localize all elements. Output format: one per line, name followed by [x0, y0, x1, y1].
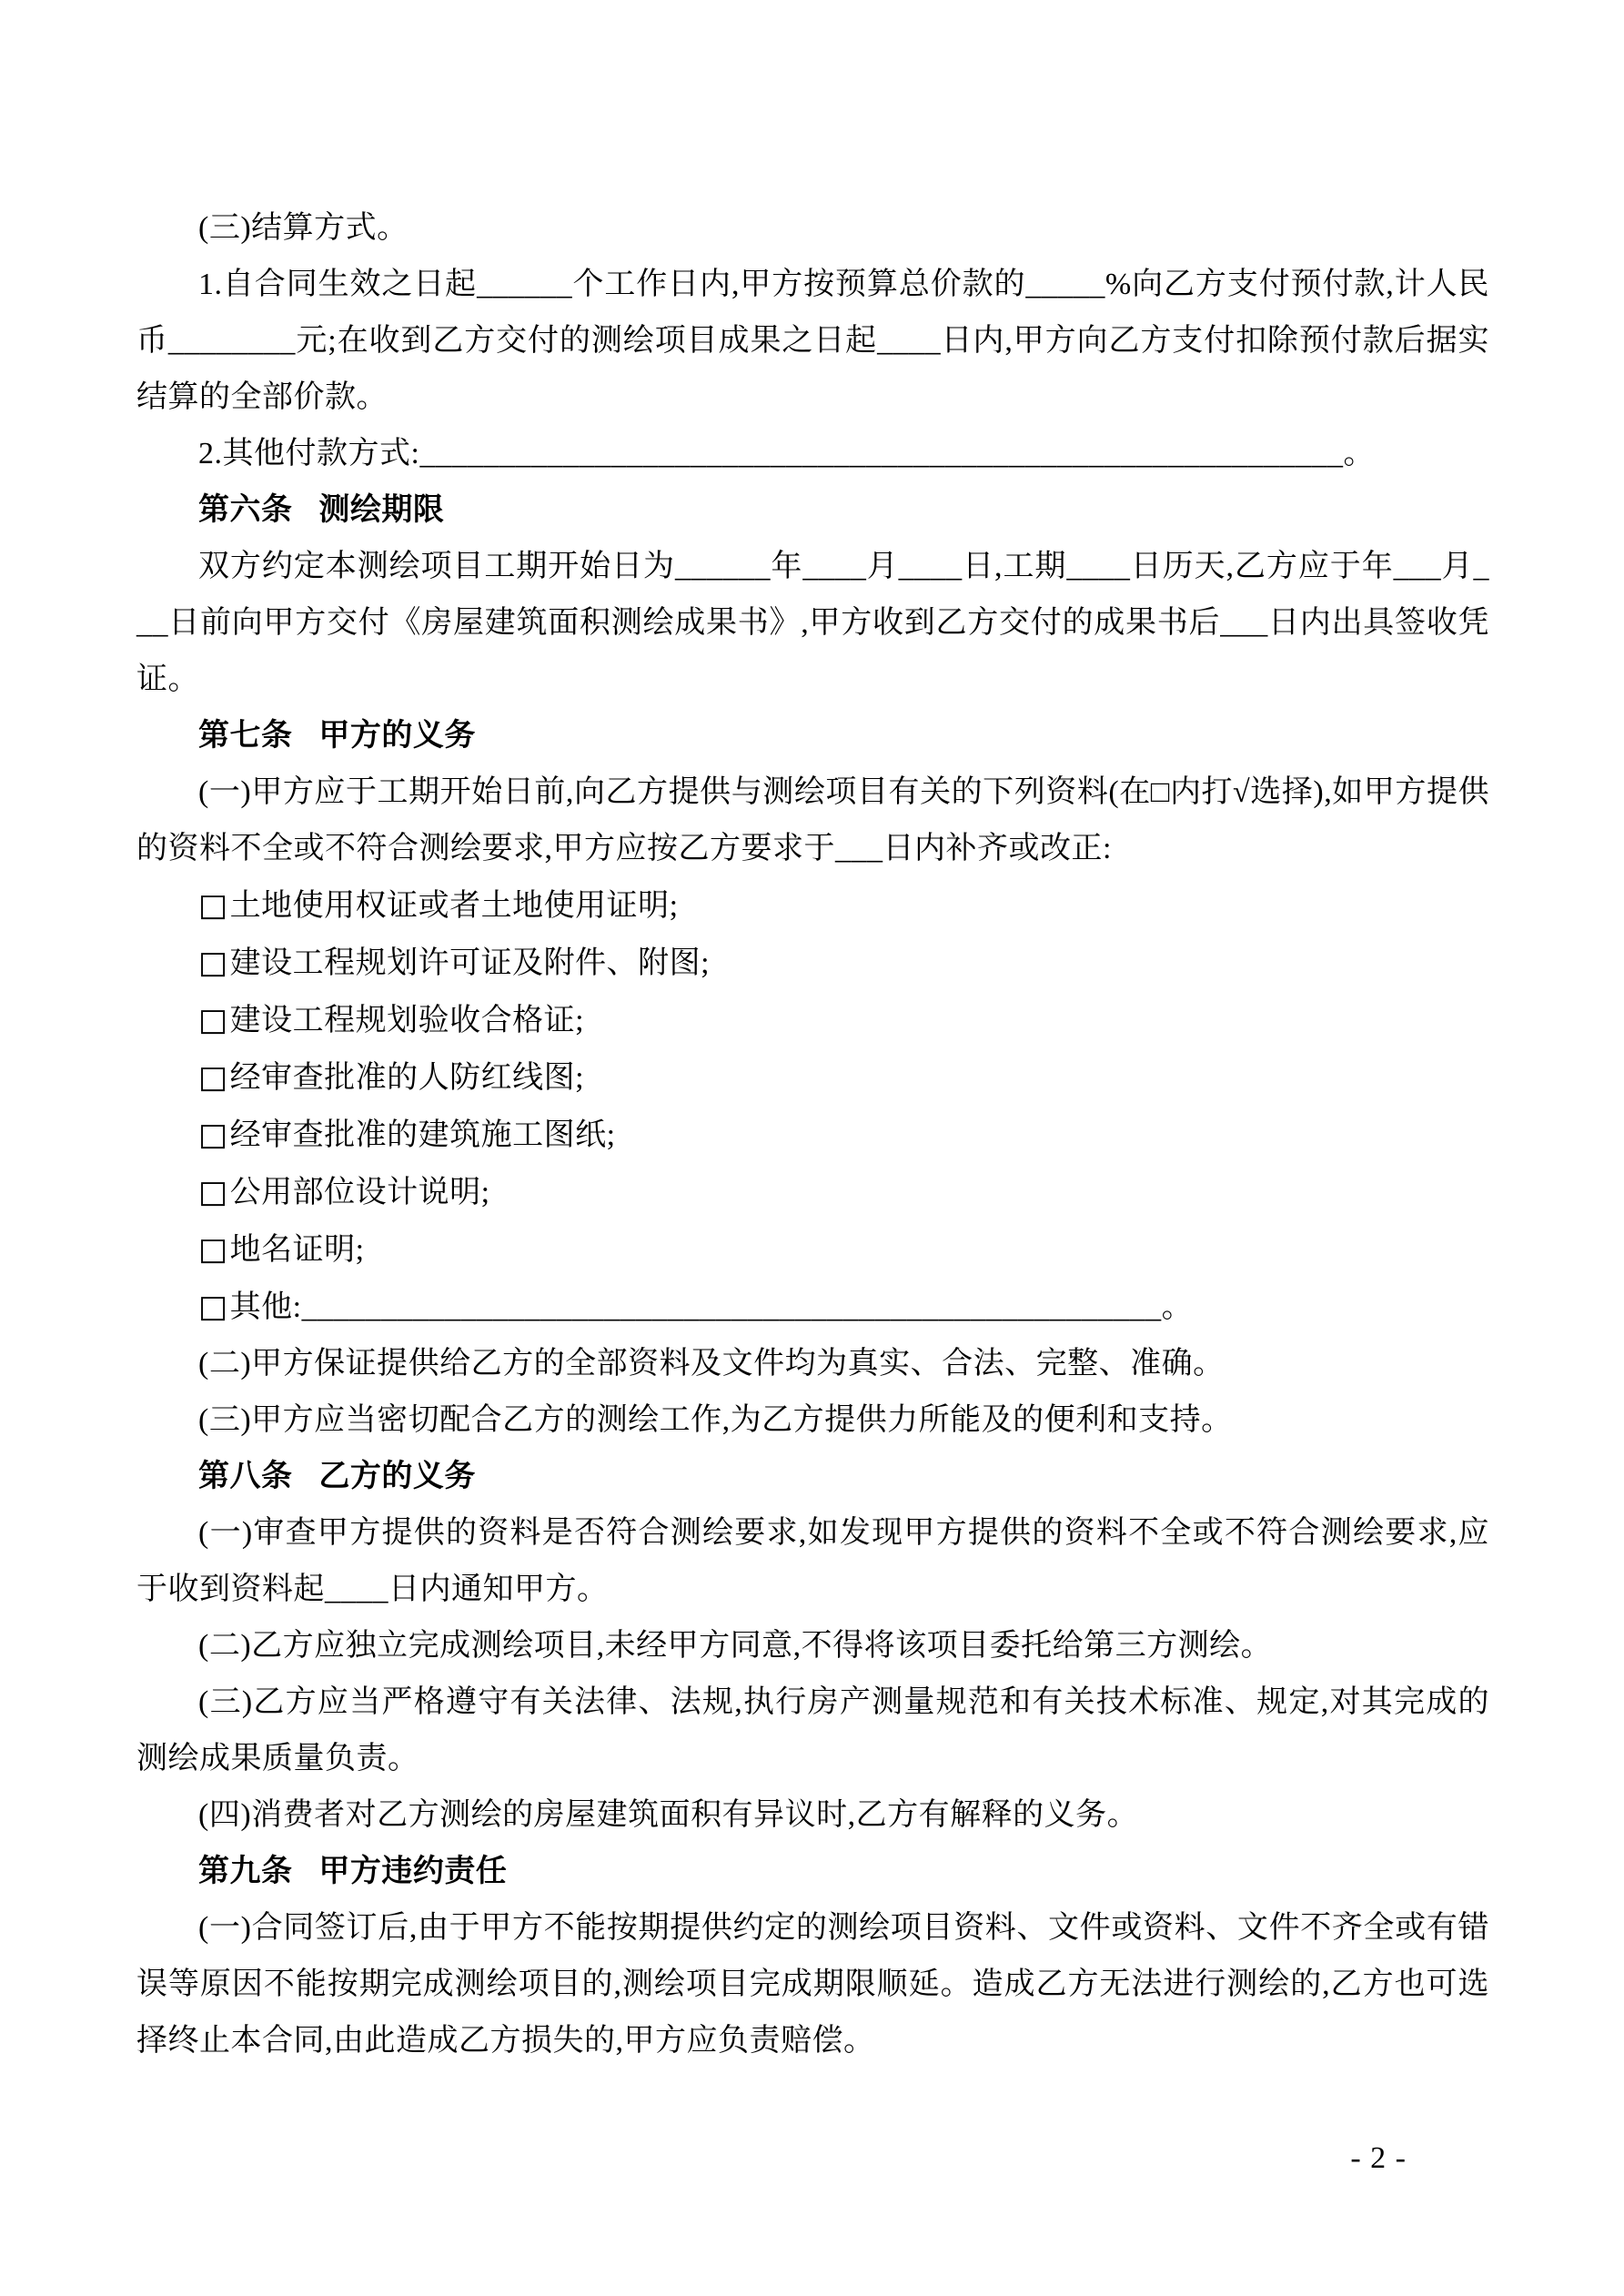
article-title: 甲方的义务: [318, 719, 476, 753]
checkbox-label: 经审查批准的人防红线图;: [229, 1061, 585, 1095]
paragraph: 双方约定本测绘项目工期开始日为______年____月____日,工期____日历天,乙方应于年___月___日前向甲方交付《房屋建筑面积测绘成果书》,甲方收到乙方交付的成果书后___日内出具签收凭证。: [136, 550, 1489, 696]
checkbox-label: 公用部位设计说明;: [229, 1176, 490, 1209]
checkbox-label: 经审查批准的建筑施工图纸;: [229, 1118, 616, 1152]
checkbox-label: 建设工程规划验收合格证;: [229, 1004, 585, 1037]
checkbox-icon: □: [198, 887, 228, 924]
paragraph: 1.自合同生效之日起______个工作日内,甲方按预算总价款的_____%向乙方支付预付款,计人民币________元;在收到乙方交付的测绘项目成果之日起____日内,甲方向乙方支付扣除预付款后据实结算的全部价款。: [136, 268, 1489, 414]
article-heading: [136, 482, 1489, 539]
paragraph: (三)结算方式。: [198, 211, 409, 245]
article-title: 测绘期限: [318, 493, 445, 527]
checkbox-icon: □: [198, 1231, 228, 1268]
paragraph: (一)合同签订后,由于甲方不能按期提供约定的测绘项目资料、文件或资料、文件不齐全或有错误等原因不能按期完成测绘项目的,测绘项目完成期限顺延。造成乙方无法进行测绘的,乙方也可选择终止本合同,由此造成乙方损失的,甲方应负责赔偿。: [136, 1911, 1489, 2058]
article-heading: [136, 1844, 1489, 1900]
paragraph: (三)乙方应当严格遵守有关法律、法规,执行房产测量规范和有关技术标准、规定,对其完成的测绘成果质量负责。: [136, 1685, 1489, 1775]
article-number: 第六条: [198, 493, 293, 527]
paragraph: (一)甲方应于工期开始日前,向乙方提供与测绘项目有关的下列资料(在□内打√选择),如甲方提供的资料不全或不符合测绘要求,甲方应按乙方要求于___日内补齐或改正:: [136, 775, 1489, 865]
article-title: 乙方的义务: [318, 1460, 476, 1493]
checkbox-icon: □: [198, 1002, 228, 1038]
document-body: [136, 200, 1489, 2069]
checkbox-item: [136, 1164, 1489, 1221]
checkbox-item: [136, 877, 1489, 935]
checkbox-item: [136, 1107, 1489, 1164]
article-number: 第九条: [198, 1855, 293, 1888]
checkbox-icon: □: [198, 1059, 228, 1096]
paragraph: (二)甲方保证提供给乙方的全部资料及文件均为真实、合法、完整、准确。: [198, 1347, 1225, 1381]
page-number: - 2 -: [1350, 2141, 1407, 2175]
checkbox-label: 地名证明;: [229, 1233, 365, 1267]
checkbox-item: [136, 1221, 1489, 1279]
paragraph: (二)乙方应独立完成测绘项目,未经甲方同意,不得将该项目委托给第三方测绘。: [198, 1629, 1273, 1663]
paragraph: (一)审查甲方提供的资料是否符合测绘要求,如发现甲方提供的资料不全或不符合测绘要求,应于收到资料起____日内通知甲方。: [136, 1516, 1489, 1606]
paragraph: (三)甲方应当密切配合乙方的测绘工作,为乙方提供力所能及的便利和支持。: [198, 1403, 1233, 1437]
checkbox-label: 土地使用权证或者土地使用证明;: [229, 889, 679, 923]
checkbox-label: 建设工程规划许可证及附件、附图;: [229, 946, 711, 980]
checkbox-icon: □: [198, 1174, 228, 1210]
checkbox-label: 其他:______________________________________________________。: [229, 1290, 1194, 1324]
article-number: 第七条: [198, 719, 293, 753]
article-heading: [136, 1449, 1489, 1505]
checkbox-item: [136, 992, 1489, 1049]
checkbox-icon: □: [198, 1117, 228, 1153]
checkbox-item: [136, 1049, 1489, 1107]
article-title: 甲方违约责任: [318, 1855, 508, 1888]
checkbox-item: [136, 1279, 1489, 1336]
checkbox-item: [136, 935, 1489, 992]
paragraph: 2.其他付款方式:__________________________________________________________。: [198, 437, 1375, 470]
checkbox-icon: □: [198, 1289, 228, 1325]
checkbox-icon: □: [198, 945, 228, 981]
article-heading: [136, 708, 1489, 764]
paragraph: (四)消费者对乙方测绘的房屋建筑面积有异议时,乙方有解释的义务。: [198, 1798, 1139, 1832]
article-number: 第八条: [198, 1460, 293, 1493]
